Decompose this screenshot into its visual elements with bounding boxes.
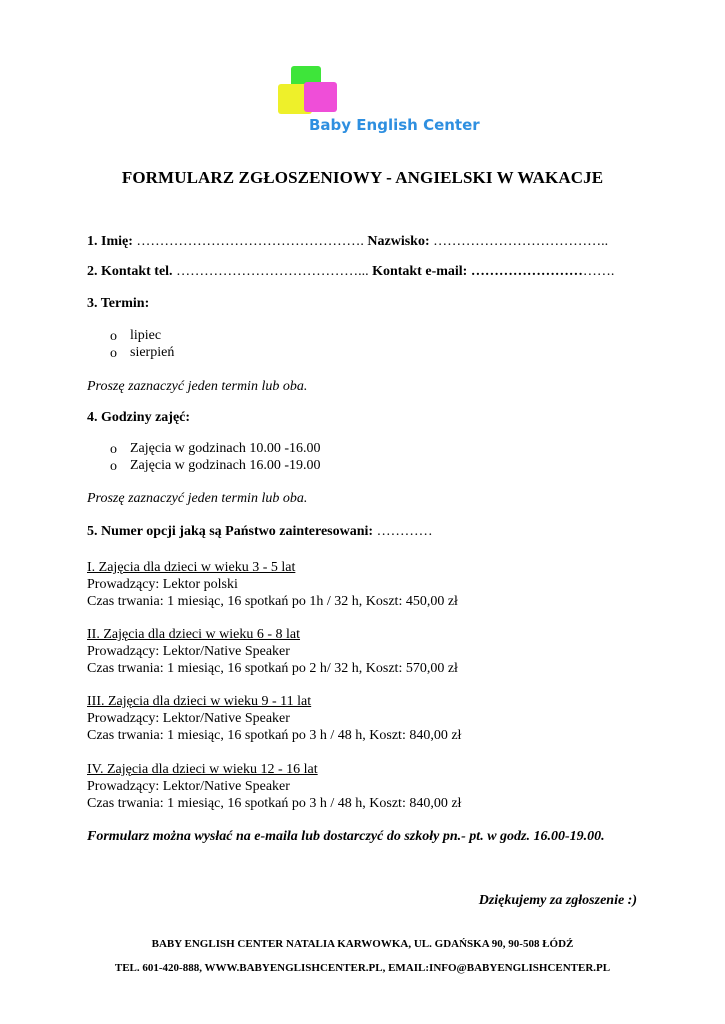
page-title: FORMULARZ ZGŁOSZENIOWY - ANGIELSKI W WAKACJE — [121, 168, 604, 187]
first-name-label: 1. Imię: — [87, 234, 133, 249]
course-2-teacher: Prowadzący: Lektor/Native Speaker — [87, 644, 290, 659]
course-4-teacher: Prowadzący: Lektor/Native Speaker — [87, 779, 290, 794]
term-option-1: lipiec — [130, 328, 162, 343]
term-option-1-bullet[interactable]: o — [110, 329, 117, 344]
footer-address: BABY ENGLISH CENTER NATALIA KARWOWKA, UL. GDAŃSKA 90, 90-508 ŁÓDŹ — [151, 938, 574, 950]
hours-note: Proszę zaznaczyć jeden termin lub oba. — [87, 491, 308, 506]
option-dots[interactable]: ………… — [376, 524, 433, 539]
hours-option-1: Zajęcia w godzinach 10.00 -16.00 — [130, 441, 321, 456]
email-dots[interactable]: …………………… — [470, 264, 583, 279]
logo — [276, 64, 480, 140]
first-name-dots[interactable]: …………………………………………. — [136, 234, 368, 249]
last-name-label: Nazwisko: — [367, 234, 430, 249]
hours-label: 4. Godziny zajęć: — [87, 410, 191, 425]
course-3-details: Czas trwania: 1 miesiąc, 16 spotkań po 3 h / 48 h, Koszt: 840,00 zł — [87, 728, 462, 743]
phone-dots[interactable]: …………………………………... — [176, 264, 369, 279]
hours-option-2-bullet[interactable]: o — [110, 459, 117, 474]
term-label: 3. Termin: — [87, 296, 150, 311]
name-row — [87, 234, 608, 250]
term-option-2-bullet[interactable]: o — [110, 346, 117, 361]
course-1-title: I. Zajęcia dla dzieci w wieku 3 - 5 lat — [87, 560, 296, 575]
option-row — [87, 524, 433, 540]
logo-text: Baby English Center — [309, 116, 480, 134]
footer-contact: TEL. 601-420-888, WWW.BABYENGLISHCENTER.PL, EMAIL:INFO@BABYENGLISHCENTER.PL — [114, 962, 611, 974]
course-4-title: IV. Zajęcia dla dzieci w wieku 12 - 16 lat — [87, 762, 318, 777]
email-label: Kontakt e-mail: — [372, 264, 468, 279]
phone-label: 2. Kontakt tel. — [87, 264, 173, 279]
last-name-dots[interactable]: ……………………………….. — [433, 234, 609, 249]
course-2-details: Czas trwania: 1 miesiąc, 16 spotkań po 2 h/ 32 h, Koszt: 570,00 zł — [87, 661, 458, 676]
course-3-teacher: Prowadzący: Lektor/Native Speaker — [87, 711, 290, 726]
term-note: Proszę zaznaczyć jeden termin lub oba. — [87, 379, 308, 394]
course-3-title: III. Zajęcia dla dzieci w wieku 9 - 11 lat — [87, 694, 312, 709]
course-2-title: II. Zajęcia dla dzieci w wieku 6 - 8 lat — [87, 627, 301, 642]
course-1-teacher: Prowadzący: Lektor polski — [87, 577, 238, 592]
option-label: 5. Numer opcji jaką są Państwo zainteresowani: — [87, 524, 374, 539]
hours-option-2: Zajęcia w godzinach 16.00 -19.00 — [130, 458, 321, 473]
term-option-2: sierpień — [130, 345, 175, 360]
course-1-details: Czas trwania: 1 miesiąc, 16 spotkań po 1h / 32 h, Koszt: 450,00 zł — [87, 594, 458, 609]
thanks-text: Dziękujemy za zgłoszenie :) — [478, 893, 637, 908]
course-4-details: Czas trwania: 1 miesiąc, 16 spotkań po 3 h / 48 h, Koszt: 840,00 zł — [87, 796, 462, 811]
contact-row — [87, 264, 614, 280]
submit-note: Formularz można wysłać na e-maila lub dostarczyć do szkoły pn.- pt. w godz. 16.00-19.00. — [87, 829, 605, 844]
email-dots-end: ……. — [582, 264, 615, 279]
logo-pink-square — [304, 82, 337, 112]
hours-option-1-bullet[interactable]: o — [110, 442, 117, 457]
